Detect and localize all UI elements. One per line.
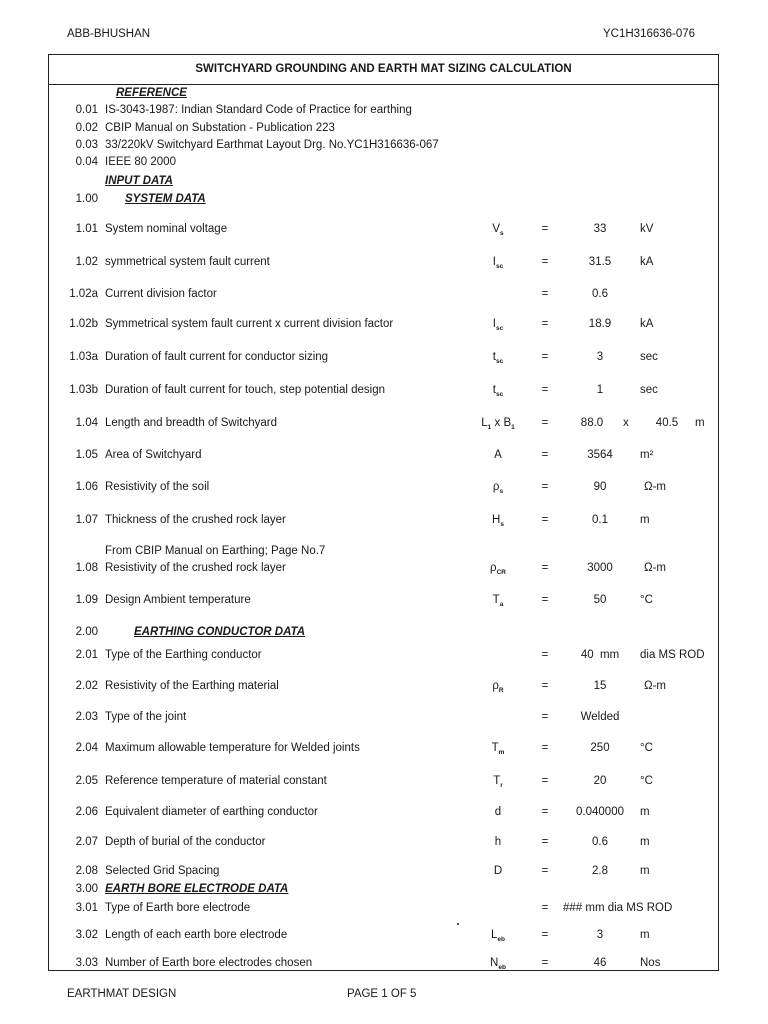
item-unit: kA [640, 318, 654, 330]
item-symbol [468, 773, 528, 794]
item-number: 2.07 [75, 836, 98, 848]
item-description: Area of Switchyard [105, 449, 202, 461]
equals-sign: = [541, 256, 549, 268]
item-description: Equivalent diameter of earthing conductor [105, 806, 318, 818]
item-number: 0.04 [75, 156, 98, 168]
symbol-subscript: a [499, 601, 504, 608]
equals-sign: = [541, 836, 549, 848]
symbol-letter: ρ [492, 481, 500, 493]
input-data-heading: INPUT DATA [105, 175, 173, 187]
item-symbol [468, 221, 528, 242]
symbol-subscript: 1 [511, 424, 515, 431]
item-description: System nominal voltage [105, 223, 228, 235]
item-unit: °C [640, 594, 653, 606]
equals-sign: = [541, 865, 549, 877]
page-number: PAGE 1 OF 5 [347, 988, 417, 1000]
item-number: 0.01 [75, 104, 98, 116]
data-row [0, 382, 768, 398]
data-row [0, 512, 768, 528]
item-symbol [468, 512, 528, 533]
item-unit: Ω-m [644, 680, 667, 692]
symbol-letter: L [491, 929, 498, 941]
item-value: 31.5 [588, 256, 612, 268]
header-right: YC1H316636-076 [603, 28, 696, 40]
symbol-subscript: sc [495, 391, 504, 398]
reference-heading: REFERENCE [116, 87, 187, 99]
equals-sign: = [541, 417, 549, 429]
item-number: 2.03 [75, 711, 98, 723]
equals-sign: = [541, 288, 549, 300]
equals-sign: = [541, 649, 549, 661]
item-unit: m [640, 514, 650, 526]
data-row [0, 709, 768, 725]
item-number: 1.03a [69, 351, 98, 363]
reference-text: 33/220kV Switchyard Earthmat Layout Drg. No.YC1H316636-067 [105, 139, 439, 151]
equals-sign: = [541, 806, 549, 818]
item-symbol [468, 592, 528, 613]
note-row [0, 543, 768, 559]
item-description: Symmetrical system fault current x current division factor [105, 318, 394, 330]
data-row [0, 221, 768, 237]
item-unit: °C [640, 742, 653, 754]
item-number: 3.01 [75, 902, 98, 914]
equals-sign: = [541, 711, 549, 723]
reference-text: IS-3043-1987: Indian Standard Code of Practice for earthing [105, 104, 412, 116]
item-symbol [468, 740, 528, 761]
page-title: SWITCHYARD GROUNDING AND EARTH MAT SIZING CALCULATION [48, 54, 719, 85]
symbol-letter: H [492, 514, 501, 526]
symbol-letter: A [494, 449, 502, 461]
equals-sign: = [541, 929, 549, 941]
item-description: Resistivity of the soil [105, 481, 210, 493]
item-number: 2.05 [75, 775, 98, 787]
symbol-letter: V [492, 223, 501, 235]
equals-sign: = [541, 957, 549, 969]
item-number: 3.02 [75, 929, 98, 941]
item-description: Resistivity of the crushed rock layer [105, 562, 286, 574]
item-value: 46 [593, 957, 607, 969]
symbol-letter: B [503, 417, 512, 429]
symbol-subscript: sc [495, 263, 504, 270]
item-value: 90 [593, 481, 607, 493]
item-number: 1.04 [75, 417, 98, 429]
data-row [0, 286, 768, 302]
item-symbol [468, 955, 528, 976]
symbol-letter: T [492, 594, 500, 606]
item-description: Maximum allowable temperature for Welded joints [105, 742, 360, 754]
item-value: 0.040000 [576, 806, 624, 818]
equals-sign: = [541, 562, 549, 574]
item-description: Duration of fault current for conductor sizing [105, 351, 329, 363]
data-row [0, 349, 768, 365]
reference-item [0, 102, 768, 118]
data-row [0, 560, 768, 576]
item-number: 1.01 [75, 223, 98, 235]
item-value: 1 [596, 384, 604, 396]
item-unit: sec [640, 384, 658, 396]
item-value: ### mm dia MS ROD [563, 902, 673, 914]
item-symbol [468, 804, 528, 820]
item-number: 2.01 [75, 649, 98, 661]
section-number: 1.00 [75, 193, 98, 205]
item-unit: m [695, 417, 705, 429]
symbol-letter: T [493, 775, 501, 787]
item-description: Selected Grid Spacing [105, 865, 220, 877]
item-value: 0.1 [592, 514, 608, 526]
symbol-subscript: m [498, 749, 505, 756]
item-number: 2.04 [75, 742, 98, 754]
symbol-letter: h [494, 836, 502, 848]
data-row [0, 479, 768, 495]
equals-sign: = [541, 902, 549, 914]
item-unit: kV [640, 223, 654, 235]
item-unit: m [640, 806, 650, 818]
item-number: 1.07 [75, 514, 98, 526]
item-unit: Ω-m [644, 481, 667, 493]
equals-sign: = [541, 742, 549, 754]
reference-text: IEEE 80 2000 [105, 156, 176, 168]
item-description: Length and breadth of Switchyard [105, 417, 277, 429]
reference-heading-row [0, 85, 768, 101]
item-description: Type of the joint [105, 711, 187, 723]
item-value: Welded [580, 711, 620, 723]
item-number: 1.09 [75, 594, 98, 606]
equals-sign: = [541, 384, 549, 396]
item-number: 3.03 [75, 957, 98, 969]
item-description: Design Ambient temperature [105, 594, 251, 606]
item-unit: m [640, 929, 650, 941]
equals-sign: = [541, 680, 549, 692]
item-number: 1.02 [75, 256, 98, 268]
symbol-subscript: eb [498, 964, 506, 971]
item-value: 40 mm [580, 649, 620, 661]
item-number: 1.02a [69, 288, 98, 300]
item-number: 0.03 [75, 139, 98, 151]
data-row [0, 647, 768, 663]
item-value: 3000 [587, 562, 613, 574]
symbol-subscript: CR [496, 569, 506, 576]
section-heading-row [0, 191, 768, 207]
data-row [0, 592, 768, 608]
item-symbol [468, 447, 528, 463]
symbol-subscript: sc [495, 358, 504, 365]
item-unit: m [640, 836, 650, 848]
item-description: Resistivity of the Earthing material [105, 680, 279, 692]
symbol-subscript: 1 [487, 424, 492, 431]
item-unit: Nos [640, 957, 661, 969]
data-row [0, 927, 768, 943]
item-value: 50 [593, 594, 607, 606]
data-row [0, 316, 768, 332]
symbol-subscript: R [498, 687, 504, 694]
section-heading-row [0, 881, 768, 897]
data-row [0, 678, 768, 694]
reference-text: CBIP Manual on Substation - Publication 223 [105, 122, 335, 134]
symbol-letter: ρ [490, 562, 497, 574]
item-symbol [468, 678, 528, 699]
item-symbol [468, 349, 528, 370]
system-data-heading: SYSTEM DATA [125, 193, 206, 205]
item-symbol [468, 382, 528, 403]
item-number: 2.06 [75, 806, 98, 818]
item-symbol [468, 415, 528, 436]
item-description: Length of each earth bore electrode [105, 929, 288, 941]
equals-sign: = [541, 318, 549, 330]
equals-sign: = [541, 514, 549, 526]
item-unit: sec [640, 351, 658, 363]
item-value: 33 [593, 223, 607, 235]
item-description: Depth of burial of the conductor [105, 836, 266, 848]
data-row [0, 740, 768, 756]
item-number: 1.06 [75, 481, 98, 493]
data-row [0, 254, 768, 270]
item-unit: °C [640, 775, 653, 787]
item-value: 2.8 [592, 865, 608, 877]
input-data-heading-row [0, 173, 768, 189]
item-value: 3 [596, 929, 604, 941]
symbol-subscript: s [500, 230, 504, 237]
item-unit: Ω-m [644, 562, 667, 574]
item-number: 1.02b [69, 318, 98, 330]
item-symbol [468, 560, 528, 581]
length-value: 88.0 [580, 417, 604, 429]
equals-sign: = [541, 449, 549, 461]
symbol-letter: t [492, 351, 496, 363]
times-sign: x [623, 417, 629, 429]
item-symbol [468, 834, 528, 850]
item-number: 1.03b [69, 384, 98, 396]
symbol-letter: D [493, 865, 503, 877]
symbol-letter: N [490, 957, 499, 969]
item-value: 0.6 [592, 288, 608, 300]
reference-item [0, 154, 768, 170]
item-description: Current division factor [105, 288, 217, 300]
item-value: 3 [596, 351, 604, 363]
equals-sign: = [541, 351, 549, 363]
breadth-value: 40.5 [655, 417, 679, 429]
equals-sign: = [541, 594, 549, 606]
item-number: 1.08 [75, 562, 98, 574]
equals-sign: = [541, 481, 549, 493]
item-value: 20 [593, 775, 607, 787]
item-symbol [468, 316, 528, 337]
reference-item [0, 120, 768, 136]
symbol-subscript: s [500, 521, 504, 528]
symbol-subscript: eb [497, 936, 505, 943]
data-row [0, 863, 768, 879]
data-row [0, 804, 768, 820]
item-value: 3564 [587, 449, 613, 461]
reference-item [0, 137, 768, 153]
symbol-letter: t [492, 384, 496, 396]
data-row [0, 447, 768, 463]
data-row [0, 834, 768, 850]
item-unit: kA [640, 256, 654, 268]
symbol-letter: T [491, 742, 499, 754]
item-value: 250 [590, 742, 610, 754]
header-left: ABB-BHUSHAN [67, 28, 151, 40]
data-row [0, 955, 768, 971]
symbol-subscript: r [500, 782, 503, 789]
item-unit: m [640, 865, 650, 877]
item-number: 0.02 [75, 122, 98, 134]
equals-sign: = [541, 223, 549, 235]
item-description: symmetrical system fault current [105, 256, 270, 268]
symbol-letter: L [481, 417, 488, 429]
symbol-subscript: s [499, 488, 504, 495]
symbol-letter: d [494, 806, 502, 818]
equals-sign: = [541, 775, 549, 787]
symbol-times: x [494, 417, 501, 429]
section-number: 2.00 [75, 626, 98, 638]
stray-mark [457, 923, 459, 925]
item-symbol [468, 254, 528, 275]
item-description: Type of Earth bore electrode [105, 902, 251, 914]
item-description: Type of the Earthing conductor [105, 649, 262, 661]
item-number: 2.02 [75, 680, 98, 692]
item-unit: m² [640, 449, 654, 461]
conductor-data-heading: EARTHING CONDUCTOR DATA [134, 626, 306, 638]
symbol-letter: I [492, 318, 496, 330]
item-symbol [468, 863, 528, 879]
footer-left: EARTHMAT DESIGN [67, 988, 177, 1000]
section-number: 3.00 [75, 883, 98, 895]
item-value: 18.9 [588, 318, 612, 330]
bore-data-heading: EARTH BORE ELECTRODE DATA [105, 883, 289, 895]
symbol-letter: I [492, 256, 496, 268]
data-row [0, 773, 768, 789]
item-number: 2.08 [75, 865, 98, 877]
item-value: 0.6 [592, 836, 608, 848]
item-description: Thickness of the crushed rock layer [105, 514, 286, 526]
cbip-note: From CBIP Manual on Earthing; Page No.7 [105, 545, 326, 557]
symbol-subscript: sc [495, 325, 504, 332]
item-unit: dia MS ROD [640, 649, 705, 661]
data-row [0, 415, 768, 431]
data-row [0, 900, 768, 916]
item-description: Duration of fault current for touch, step potential design [105, 384, 385, 396]
item-description: Number of Earth bore electrodes chosen [105, 957, 313, 969]
item-symbol [468, 927, 528, 948]
symbol-letter: ρ [492, 680, 499, 692]
item-number: 1.05 [75, 449, 98, 461]
item-value: 15 [593, 680, 607, 692]
section-heading-row [0, 624, 768, 640]
item-description: Reference temperature of material constant [105, 775, 327, 787]
item-symbol [468, 479, 528, 500]
